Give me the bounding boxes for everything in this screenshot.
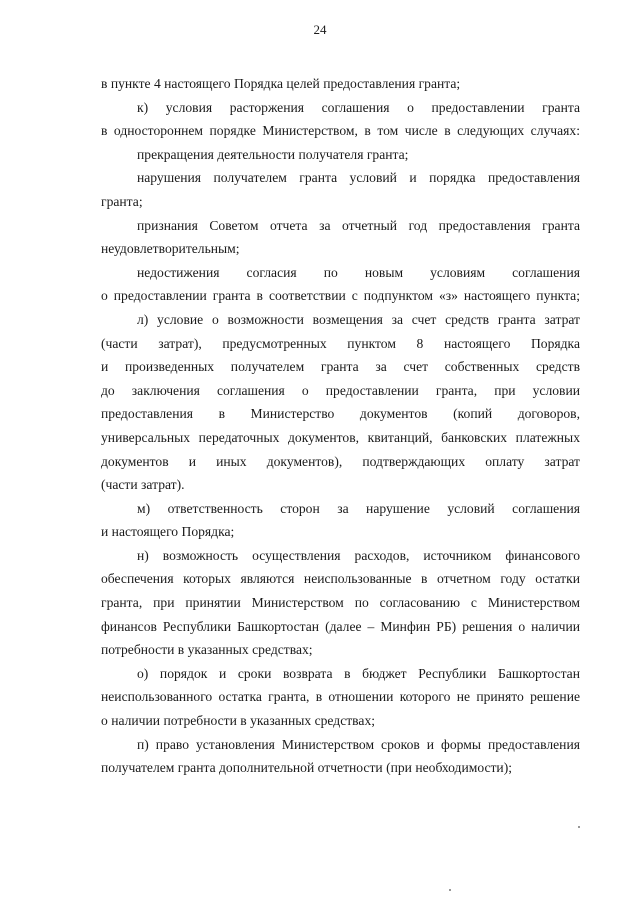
text-line: гранта; <box>101 193 143 209</box>
text-line: неудовлетворительным; <box>101 241 240 257</box>
text-line: и произведенных получателем гранта за счет собственных средств <box>101 359 580 375</box>
text-line: предоставления в Министерство документов (копий договоров, <box>101 406 580 422</box>
text-line: о наличии потребности в указанных средствах; <box>101 713 376 729</box>
text-line: л) условие о возможности возмещения за счет средств гранта затрат <box>137 311 580 327</box>
page-number: 24 <box>313 22 327 37</box>
text-line: прекращения деятельности получателя гранта; <box>137 146 409 162</box>
text-line: потребности в указанных средствах; <box>101 642 313 658</box>
text-line: в одностороннем порядке Министерством, в том числе в следующих случаях: <box>101 123 580 139</box>
text-line: и настоящего Порядка; <box>101 524 235 540</box>
text-line: гранта, при принятии Министерством по согласованию с Министерством <box>101 595 580 611</box>
text-line: до заключения соглашения о предоставлении гранта, при условии <box>101 382 580 398</box>
text-line: п) право установления Министерством сроков и формы предоставления <box>137 736 580 752</box>
text-line: недостижения согласия по новым условиям соглашения <box>137 264 580 280</box>
text-line: документов и иных документов), подтверждающих оплату затрат <box>101 453 580 469</box>
text-line: нарушения получателем гранта условий и порядка предоставления <box>137 170 580 186</box>
document-body <box>101 72 580 780</box>
text-line: универсальных передаточных документов, квитанций, банковских платежных <box>101 429 580 445</box>
text-line: в пункте 4 настоящего Порядка целей предоставления гранта; <box>101 76 461 91</box>
text-line: м) ответственность сторон за нарушение условий соглашения <box>137 500 580 516</box>
text-line: финансов Республики Башкортостан (далее – Минфин РБ) решения о наличии <box>101 618 580 634</box>
scan-speck <box>578 826 580 828</box>
text-line: к) условия расторжения соглашения о предоставлении гранта <box>137 99 580 115</box>
text-line: н) возможность осуществления расходов, источником финансового <box>137 547 580 563</box>
text-line: о предоставлении гранта в соответствии с подпунктом «з» настоящего пункта; <box>101 288 580 304</box>
text-line: признания Советом отчета за отчетный год предоставления гранта <box>137 217 580 233</box>
scan-speck <box>449 889 451 891</box>
text-line: неиспользованного остатка гранта, в отношении которого не принято решение <box>101 689 580 705</box>
text-line: обеспечения которых являются неиспользованные в отчетном году остатки <box>101 571 580 587</box>
text-line: (части затрат), предусмотренных пунктом 8 настоящего Порядка <box>101 335 580 351</box>
text-line: получателем гранта дополнительной отчетности (при необходимости); <box>101 760 513 776</box>
text-line: (части затрат). <box>101 477 185 493</box>
text-line: о) порядок и сроки возврата в бюджет Республики Башкортостан <box>137 665 580 681</box>
